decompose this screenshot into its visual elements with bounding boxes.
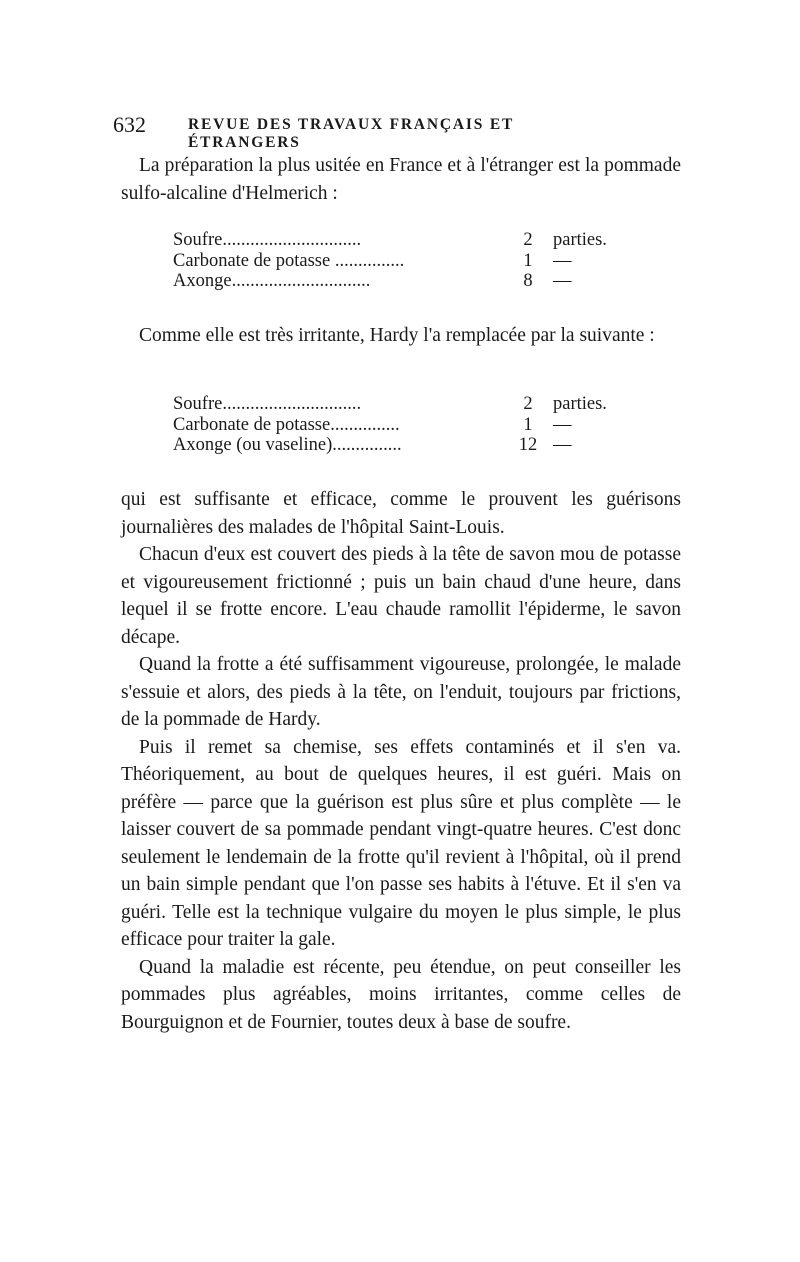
ingredient-name: Axonge.............................. [173,271,371,291]
ingredient-unit: — [553,250,572,271]
running-title: REVUE DES TRAVAUX FRANÇAIS ET ÉTRANGERS [188,116,514,151]
recipe-hardy [173,394,643,456]
ingredient-name: Soufre.............................. [173,394,362,414]
transition-paragraph: Comme elle est très irritante, Hardy l'a remplacée par la suivante : [139,325,655,346]
ingredient-unit: parties. [553,230,607,250]
recipe-row [173,394,643,415]
ingredient-quantity: 1 [523,414,533,435]
ingredient-name: Soufre.............................. [173,230,362,250]
body-paragraph: Puis il remet sa chemise, ses effets contaminés et il s'en va. Théoriquement, au bout de quelques heures, il est guéri. Mais on préfère — parce que la guérison est plus sûre et plus complète — le laisser couvert de sa pommade pendant vingt-quatre heures. C'est donc seulement le lendemain de la frotte qu'il revient à l'hôpital, où il prend un bain simple pendant que l'on passe ses habits à l'étuve. Et il s'en va guéri. Telle est la technique vulgaire du moyen le plus simple, le plus efficace pour traiter la gale. [121,736,681,950]
ingredient-quantity: 12 [518,435,538,455]
ingredient-unit: parties. [553,394,607,414]
body-paragraph: Chacun d'eux est couvert des pieds à la tête de savon mou de potasse et vigoureusement frictionné ; puis un bain chaud d'une heure, dans lequel il se frotte encore. L'eau chaude ramollit l'épiderme, le savon décape. [121,544,681,648]
ingredient-name: Carbonate de potasse ............... [173,250,405,271]
ingredient-quantity: 2 [523,394,533,414]
ingredient-unit: — [553,271,572,291]
running-header [113,112,613,151]
body-text [121,486,681,1036]
body-paragraph: qui est suffisante et efficace, comme le prouvent les guérisons journalières des malades de l'hôpital Saint-Louis. [121,489,681,538]
transition-paragraph-block [121,322,681,350]
body-paragraph: Quand la maladie est récente, peu étendue, on peut conseiller les pommades plus agréables, moins irritantes, comme celles de Bourguignon et de Fournier, toutes deux à base de soufre. [121,956,681,1033]
intro-paragraph: La préparation la plus usitée en France et à l'étranger est la pommade sulfo-alcaline d'Helmerich : [121,155,681,204]
recipe-helmerich [173,230,643,292]
ingredient-name: Axonge (ou vaseline)............... [173,435,402,455]
recipe-row [173,435,643,456]
ingredient-name: Carbonate de potasse............... [173,414,400,435]
ingredient-quantity: 8 [523,271,533,291]
recipe-row [173,251,643,272]
recipe-row [173,415,643,436]
recipe-row [173,230,643,251]
page-number: 632 [113,112,146,137]
recipe-row [173,271,643,292]
ingredient-unit: — [553,414,572,435]
intro-paragraph-block [121,152,681,207]
ingredient-quantity: 2 [523,230,533,250]
ingredient-quantity: 1 [523,250,533,271]
ingredient-unit: — [553,435,572,455]
body-paragraph: Quand la frotte a été suffisamment vigoureuse, prolongée, le malade s'essuie et alors, des pieds à la tête, on l'enduit, toujours par frictions, de la pommade de Hardy. [121,654,681,730]
